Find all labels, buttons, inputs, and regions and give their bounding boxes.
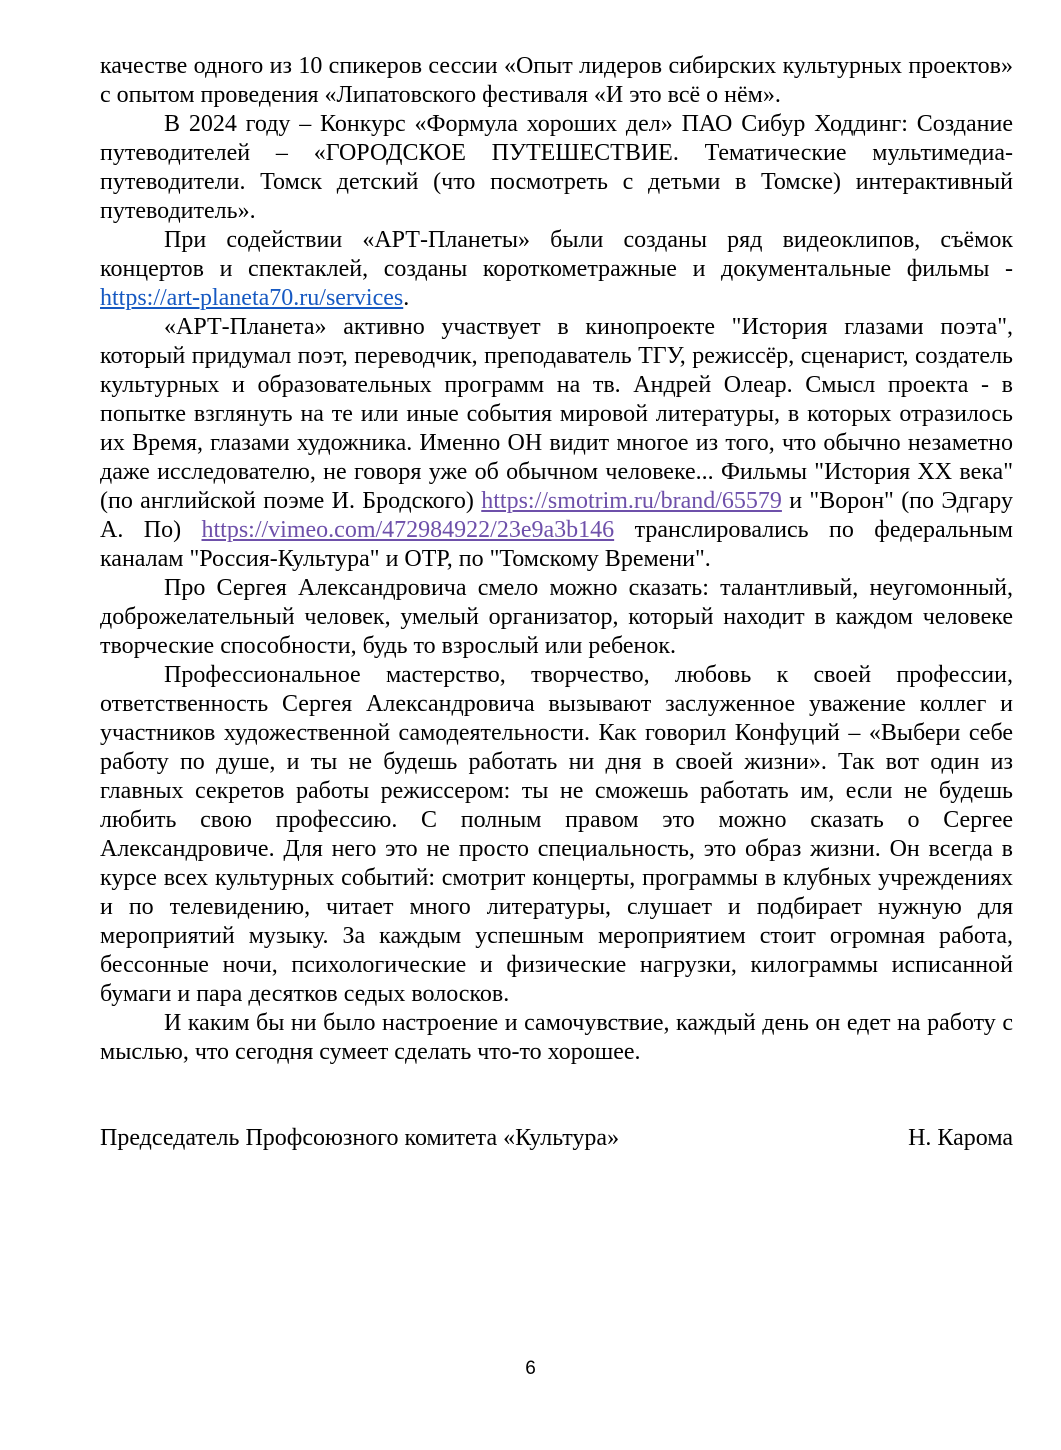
paragraph: И каким бы ни было настроение и самочувствие, каждый день он едет на работу с мыслью, что сегодня сумеет сделать что-то хорошее. — [100, 1010, 1013, 1065]
hyperlink[interactable]: https://art-planeta70.ru/services — [100, 285, 404, 311]
hyperlink[interactable]: https://vimeo.com/472984922/23e9a3b146 — [201, 517, 615, 543]
signature-name: Н. Карома — [908, 1125, 1013, 1151]
signature-title: Председатель Профсоюзного комитета «Культура» — [100, 1125, 620, 1151]
page-number: 6 — [525, 1358, 536, 1379]
paragraph: качестве одного из 10 спикеров сессии «Опыт лидеров сибирских культурных проектов» с опытом проведения «Липатовского фестиваля «И это всё о нём». — [100, 53, 1013, 108]
hyperlink[interactable]: https://smotrim.ru/brand/65579 — [481, 488, 782, 514]
paragraph: В 2024 году – Конкурс «Формула хороших дел» ПАО Сибур Ходдинг: Создание путеводителей – «ГОРОДСКОЕ ПУТЕШЕСТВИЕ. Тематические мультимедиа-путеводители. Томск детский (что посмотреть с детьми в Томске) интерактивный путеводитель». — [100, 111, 1013, 224]
paragraph: Про Сергея Александровича смело можно сказать: талантливый, неугомонный, доброжелательный человек, умелый организатор, который находит в каждом человеке творческие способности, будь то взрослый или ребенок. — [100, 575, 1013, 659]
document-body — [100, 52, 1013, 1067]
paragraph: «АРТ-Планета» активно участвует в кинопроекте "История глазами поэта", который придумал поэт, переводчик, преподаватель ТГУ, режиссёр, сценарист, создатель культурных и образовательных программ на тв. Андрей Олеар. Смысл проекта - в попытке взглянуть на те или иные события мировой литературы, в которых отразилось их Время, глазами художника. Именно ОН видит многое из того, что обычно незаметно даже исследователю, не говоря уже об обычном человеке... Фильмы "История XX века" (по английской поэме И. Бродского) https://smotrim.ru/brand/65579 и "Ворон" (по Эдгару А. По) https://vimeo.com/472984922/23e9a3b146 транслировались по федеральным каналам "Россия-Культура" и ОТР, по "Томскому Времени". — [100, 314, 1013, 572]
paragraph: При содействии «АРТ-Планеты» были созданы ряд видеоклипов, съёмок концертов и спектаклей, созданы короткометражные и документальные фильмы - https://art-planeta70.ru/services. — [100, 227, 1013, 311]
signature-row — [100, 1124, 1013, 1153]
document-content — [100, 52, 1013, 1153]
paragraph: Профессиональное мастерство, творчество, любовь к своей профессии, ответственность Сергея Александровича вызывают заслуженное уважение коллег и участников художественной самодеятельности. Как говорил Конфуций – «Выбери себе работу по душе, и ты не будешь работать ни дня в своей жизни». Так вот один из главных секретов работы режиссером: ты не сможешь работать им, если не будешь любить свою профессию. С полным правом это можно сказать о Сергее Александровиче. Для него это не просто специальность, это образ жизни. Он всегда в курсе всех культурных событий: смотрит концерты, программы в клубных учреждениях и по телевидению, читает много литературы, слушает и подбирает нужную для мероприятий музыку. За каждым успешным мероприятием стоит огромная работа, бессонные ночи, психологические и физические нагрузки, килограммы исписанной бумаги и пара десятков седых волосков. — [100, 662, 1013, 1007]
